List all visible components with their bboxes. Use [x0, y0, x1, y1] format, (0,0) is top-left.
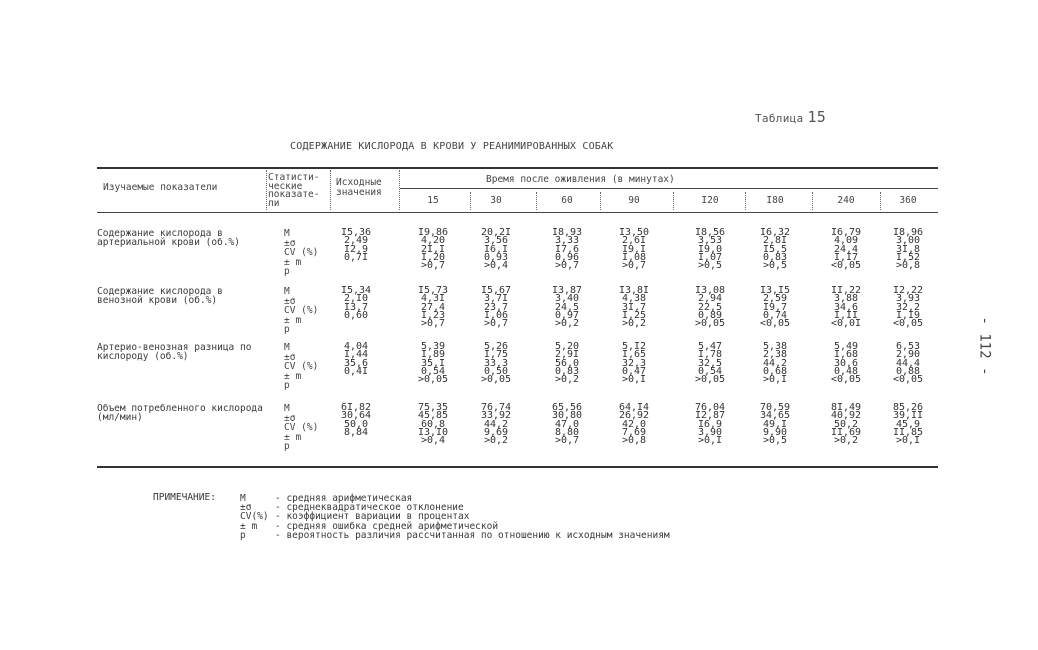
cell-value: I9,0: [697, 243, 723, 255]
stat-symbol: ± m: [284, 256, 302, 268]
cell-value: >0,2: [833, 435, 859, 447]
cell-value: >0,05: [417, 374, 449, 386]
stat-symbol: p: [284, 324, 290, 335]
stat-symbol: ± m: [284, 431, 302, 443]
cell-value: <0,05: [830, 374, 862, 386]
table-caption: [755, 108, 826, 126]
initial-values: [334, 229, 378, 262]
cell-value: 34,65: [759, 410, 791, 422]
cell-value: 3,53: [697, 235, 723, 247]
cell-value: 2I,I: [420, 243, 446, 255]
cell-value: >0,7: [621, 260, 647, 272]
time-subheader-rule: [400, 188, 938, 189]
cell-value: 45,85: [417, 410, 449, 422]
table-cell: [753, 229, 797, 270]
table-caption-label: Таблица: [755, 112, 804, 125]
table-cell: [411, 287, 455, 328]
cell-value: I9,86: [417, 227, 449, 238]
cell-value: 45,9: [895, 418, 921, 430]
cell-value: I,20: [420, 251, 446, 263]
cell-value: I,II: [833, 309, 859, 321]
cell-value: 0,68: [762, 365, 788, 377]
cell-value: 32,2: [895, 301, 921, 313]
cell-value: I,52: [895, 251, 921, 263]
cell-value: >0,7: [554, 435, 580, 447]
cell-value: 40,92: [830, 410, 862, 422]
cell-value: I5,67: [480, 285, 512, 296]
initial-value: 0,60: [343, 309, 369, 321]
cell-value: I5,73: [417, 285, 449, 296]
cell-value: 65,56: [551, 402, 583, 413]
cell-value: 4,38: [621, 293, 647, 305]
cell-value: 49,I: [762, 418, 788, 430]
table-cell: [824, 287, 868, 328]
cell-value: <0,05: [892, 318, 924, 330]
cell-value: I6,9: [697, 418, 723, 430]
table-cell: [411, 343, 455, 384]
cell-value: I,65: [621, 349, 647, 361]
cell-value: >0,5: [762, 260, 788, 272]
table-cell: [612, 343, 656, 384]
row-stat-labels: [284, 343, 318, 391]
initial-value: 6I,82: [340, 402, 372, 413]
table-cell: [824, 404, 868, 445]
cell-value: 32,5: [697, 357, 723, 369]
cell-value: I8,56: [694, 227, 726, 238]
cell-value: II,22: [830, 285, 862, 296]
cell-value: 5,20: [554, 341, 580, 352]
cell-value: I3,08: [694, 285, 726, 296]
table-cell: [474, 229, 518, 270]
note-text: - коэффициент вариации в процентах: [275, 511, 470, 523]
cell-value: 33,3: [483, 357, 509, 369]
cell-value: <0,05: [830, 260, 862, 272]
cell-value: 8,80: [554, 426, 580, 438]
cell-value: 44,4: [895, 357, 921, 369]
cell-value: 30,80: [551, 410, 583, 422]
cell-value: 5,47: [697, 341, 723, 352]
header-time-7: 360: [899, 195, 917, 206]
cell-value: 3,88: [833, 293, 859, 305]
cell-value: 0,48: [833, 365, 859, 377]
table-cell: [612, 229, 656, 270]
cell-value: 4,09: [833, 235, 859, 247]
cell-value: 9,90: [762, 426, 788, 438]
cell-value: 75,35: [417, 402, 449, 413]
cell-value: I3,87: [551, 285, 583, 296]
stat-symbol: M: [284, 342, 290, 353]
header-time: Время после оживления (в минутах): [486, 174, 675, 185]
initial-value: I2,9: [343, 243, 369, 255]
cell-value: 0,54: [420, 365, 446, 377]
initial-value: 50,0: [343, 418, 369, 430]
cell-value: I,06: [483, 309, 509, 321]
cell-value: >0,7: [420, 260, 446, 272]
initial-value: I5,36: [340, 227, 372, 238]
header-stats: Статисти- ческие показате- ли: [268, 172, 320, 209]
cell-value: I,I9: [895, 309, 921, 321]
cell-value: I,I7: [833, 251, 859, 263]
table-cell: [688, 343, 732, 384]
initial-values: [334, 404, 378, 437]
cell-value: I,07: [697, 251, 723, 263]
cell-value: 9,69: [483, 426, 509, 438]
header-time-6: 240: [837, 195, 855, 206]
stat-symbol: p: [284, 380, 290, 391]
cell-value: 3I,7: [621, 301, 647, 313]
cell-value: 24,4: [833, 243, 859, 255]
initial-value: 30,64: [340, 410, 372, 422]
cell-value: 35,I: [420, 357, 446, 369]
header-bottom-rule: [97, 212, 938, 213]
cell-value: 20,2I: [480, 227, 512, 238]
table-cell: [824, 229, 868, 270]
header-separator: [673, 192, 674, 210]
cell-value: 0,93: [483, 251, 509, 263]
note-symbol: ± m: [240, 520, 258, 532]
table-cell: [688, 404, 732, 445]
initial-value: I5,34: [340, 285, 372, 296]
cell-value: >0,2: [554, 318, 580, 330]
cell-value: 23,7: [483, 301, 509, 313]
stat-symbol: CV (%): [284, 247, 319, 258]
header-separator: [536, 192, 537, 210]
cell-value: 2,6I: [621, 235, 647, 247]
cell-value: I9,I: [621, 243, 647, 255]
cell-value: >0,I: [895, 435, 921, 447]
cell-value: 6,53: [895, 341, 921, 352]
note-text: - среднеквадратическое отклонение: [275, 502, 464, 514]
cell-value: 47,0: [554, 418, 580, 430]
initial-value: I3,7: [343, 301, 369, 313]
cell-value: >0,5: [697, 260, 723, 272]
header-time-0: 15: [427, 195, 439, 206]
table-title: СОДЕРЖАНИЕ КИСЛОРОДА В КРОВИ У РЕАНИМИРОВАННЫХ СОБАК: [290, 141, 614, 152]
header-indicator: Изучаемые показатели: [103, 182, 218, 193]
table-cell: [753, 404, 797, 445]
table-cell: [688, 287, 732, 328]
cell-value: 2,90: [895, 349, 921, 361]
cell-value: 4,3I: [420, 293, 446, 305]
initial-value: 0,7I: [343, 251, 369, 263]
cell-value: >0,4: [420, 435, 446, 447]
cell-value: 0,83: [762, 251, 788, 263]
note-text: - вероятность различия рассчитанная по отношению к исходным значениям: [275, 529, 670, 541]
cell-value: >0,I: [697, 435, 723, 447]
cell-value: 76,74: [480, 402, 512, 413]
cell-value: I2,87: [694, 410, 726, 422]
table-cell: [545, 404, 589, 445]
table-cell: [886, 404, 930, 445]
cell-value: 5,I2: [621, 341, 647, 352]
cell-value: 2,94: [697, 293, 723, 305]
cell-value: 44,2: [483, 418, 509, 430]
cell-value: I3,I0: [417, 426, 449, 438]
cell-value: 5,49: [833, 341, 859, 352]
cell-value: 3I,8: [895, 243, 921, 255]
note-label: ПРИМЕЧАНИЕ:: [153, 492, 216, 503]
cell-value: 2,59: [762, 293, 788, 305]
cell-value: II,85: [892, 426, 924, 438]
stat-symbol: ±σ: [284, 237, 296, 249]
stat-symbol: p: [284, 441, 290, 452]
table-caption-number: 15: [807, 108, 827, 126]
stat-symbol: ±σ: [284, 412, 296, 424]
stat-symbol: ± m: [284, 314, 302, 326]
table-cell: [411, 404, 455, 445]
stat-symbol: M: [284, 403, 290, 414]
initial-value: 2,49: [343, 235, 369, 247]
cell-value: 0,74: [762, 309, 788, 321]
cell-value: I8,93: [551, 227, 583, 238]
cell-value: 0,83: [554, 365, 580, 377]
cell-value: I6,79: [830, 227, 862, 238]
cell-value: >0,2: [554, 374, 580, 386]
cell-value: I,23: [420, 309, 446, 321]
cell-value: >0,7: [420, 318, 446, 330]
table-cell: [886, 229, 930, 270]
cell-value: 8I,49: [830, 402, 862, 413]
cell-value: I,25: [621, 309, 647, 321]
stat-symbol: p: [284, 266, 290, 277]
cell-value: >0,05: [694, 374, 726, 386]
cell-value: <0,05: [759, 318, 791, 330]
cell-value: <0,0I: [830, 318, 862, 330]
cell-value: I2,22: [892, 285, 924, 296]
table-cell: [545, 343, 589, 384]
cell-value: 7,69: [621, 426, 647, 438]
row-stat-labels: [284, 287, 318, 335]
stat-symbol: ± m: [284, 370, 302, 382]
cell-value: 42,0: [621, 418, 647, 430]
row-stat-labels: [284, 404, 318, 452]
table-cell: [688, 229, 732, 270]
cell-value: 70,59: [759, 402, 791, 413]
initial-value: 2,I0: [343, 293, 369, 305]
page-number: - 112 -: [976, 316, 993, 376]
table-cell: [612, 404, 656, 445]
header-separator: [330, 170, 331, 210]
header-separator: [880, 192, 881, 210]
cell-value: 0,89: [697, 309, 723, 321]
initial-value: 8,84: [343, 426, 369, 438]
cell-value: 5,38: [762, 341, 788, 352]
cell-value: I9,7: [762, 301, 788, 313]
cell-value: >0,05: [480, 374, 512, 386]
cell-value: 0,50: [483, 365, 509, 377]
cell-value: 0,47: [621, 365, 647, 377]
cell-value: II,69: [830, 426, 862, 438]
cell-value: 30,6: [833, 357, 859, 369]
header-separator: [745, 192, 746, 210]
note-symbol: M: [240, 493, 246, 504]
initial-value: 4,04: [343, 341, 369, 352]
row-label: Содержание кислорода в венозной крови (об.%): [97, 286, 223, 306]
cell-value: >0,7: [483, 318, 509, 330]
cell-value: 5,39: [420, 341, 446, 352]
cell-value: 3,90: [697, 426, 723, 438]
header-time-4: I20: [701, 195, 719, 206]
row-label: Артерио-венозная разница по кислороду (об.%): [97, 342, 252, 362]
stat-symbol: CV (%): [284, 361, 319, 372]
cell-value: 4,20: [420, 235, 446, 247]
stat-symbol: M: [284, 228, 290, 239]
cell-value: 5,26: [483, 341, 509, 352]
cell-value: 2,38: [762, 349, 788, 361]
cell-value: I7,6: [554, 243, 580, 255]
note-text: - средняя ошибка средней арифметической: [275, 520, 499, 532]
table-cell: [474, 343, 518, 384]
initial-values: [334, 343, 378, 376]
header-time-1: 30: [490, 195, 502, 206]
table-cell: [886, 287, 930, 328]
initial-value: I,44: [343, 349, 369, 361]
initial-value: 35,6: [343, 357, 369, 369]
header-initial: Исходные значения: [336, 177, 382, 198]
stat-symbol: M: [284, 286, 290, 297]
cell-value: 64,I4: [618, 402, 650, 413]
header-separator: [600, 192, 601, 210]
table-cell: [753, 343, 797, 384]
cell-value: <0,05: [892, 374, 924, 386]
cell-value: I,68: [833, 349, 859, 361]
table-cell: [474, 287, 518, 328]
cell-value: 39,II: [892, 410, 924, 422]
stat-symbol: CV (%): [284, 305, 319, 316]
cell-value: 0,96: [554, 251, 580, 263]
table-cell: [474, 404, 518, 445]
cell-value: 3,00: [895, 235, 921, 247]
cell-value: 76,04: [694, 402, 726, 413]
cell-value: 60,8: [420, 418, 446, 430]
note-symbol: p: [240, 529, 246, 541]
table-cell: [411, 229, 455, 270]
initial-value: 0,4I: [343, 365, 369, 377]
cell-value: I8,96: [892, 227, 924, 238]
cell-value: I3,I5: [759, 285, 791, 296]
cell-value: I3,50: [618, 227, 650, 238]
cell-value: 2,8I: [762, 235, 788, 247]
table-cell: [545, 287, 589, 328]
table-cell: [545, 229, 589, 270]
table-top-rule: [97, 167, 938, 169]
cell-value: >0,4: [483, 260, 509, 272]
cell-value: >0,7: [554, 260, 580, 272]
cell-value: >0,I: [621, 374, 647, 386]
cell-value: 3,93: [895, 293, 921, 305]
cell-value: 24,5: [554, 301, 580, 313]
row-stat-labels: [284, 229, 318, 277]
cell-value: >0,2: [621, 318, 647, 330]
cell-value: >0,5: [762, 435, 788, 447]
header-time-2: 60: [561, 195, 573, 206]
cell-value: 22,5: [697, 301, 723, 313]
table-cell: [753, 287, 797, 328]
table-cell: [612, 287, 656, 328]
initial-values: [334, 287, 378, 320]
cell-value: 27,4: [420, 301, 446, 313]
cell-value: 3,40: [554, 293, 580, 305]
note-symbol: CV(%): [240, 511, 269, 523]
cell-value: 0,88: [895, 365, 921, 377]
cell-value: 2,9I: [554, 349, 580, 361]
cell-value: 32,3: [621, 357, 647, 369]
header-time-3: 90: [628, 195, 640, 206]
cell-value: I,75: [483, 349, 509, 361]
cell-value: I3,8I: [618, 285, 650, 296]
cell-value: >0,8: [621, 435, 647, 447]
row-label: Содержание кислорода в артериальной крови (об.%): [97, 228, 240, 248]
header-separator: [399, 170, 400, 210]
header-separator: [266, 170, 267, 210]
table-cell: [886, 343, 930, 384]
cell-value: 3,7I: [483, 293, 509, 305]
cell-value: 26,92: [618, 410, 650, 422]
cell-value: I,89: [420, 349, 446, 361]
cell-value: I5,5: [762, 243, 788, 255]
cell-value: 85,26: [892, 402, 924, 413]
row-label: Объем потребленного кислорода (мл/мин): [97, 403, 263, 423]
table-cell: [824, 343, 868, 384]
cell-value: 3,56: [483, 235, 509, 247]
stat-symbol: CV (%): [284, 422, 319, 433]
cell-value: 0,97: [554, 309, 580, 321]
header-time-5: I80: [766, 195, 784, 206]
note-symbol: ±σ: [240, 502, 252, 514]
cell-value: 34,6: [833, 301, 859, 313]
cell-value: 3,33: [554, 235, 580, 247]
cell-value: 33,92: [480, 410, 512, 422]
table-bottom-rule: [97, 466, 938, 468]
cell-value: 0,54: [697, 365, 723, 377]
header-separator: [470, 192, 471, 210]
stat-symbol: ±σ: [284, 351, 296, 363]
cell-value: >0,2: [483, 435, 509, 447]
cell-value: 56,0: [554, 357, 580, 369]
cell-value: >0,I: [762, 374, 788, 386]
stat-symbol: ±σ: [284, 295, 296, 307]
cell-value: I,08: [621, 251, 647, 263]
note-text: - средняя арифметическая: [275, 493, 413, 504]
cell-value: >0,8: [895, 260, 921, 272]
header-separator: [812, 192, 813, 210]
cell-value: I,78: [697, 349, 723, 361]
cell-value: 50,2: [833, 418, 859, 430]
cell-value: >0,05: [694, 318, 726, 330]
cell-value: I6,I: [483, 243, 509, 255]
cell-value: I6,32: [759, 227, 791, 238]
cell-value: 44,2: [762, 357, 788, 369]
